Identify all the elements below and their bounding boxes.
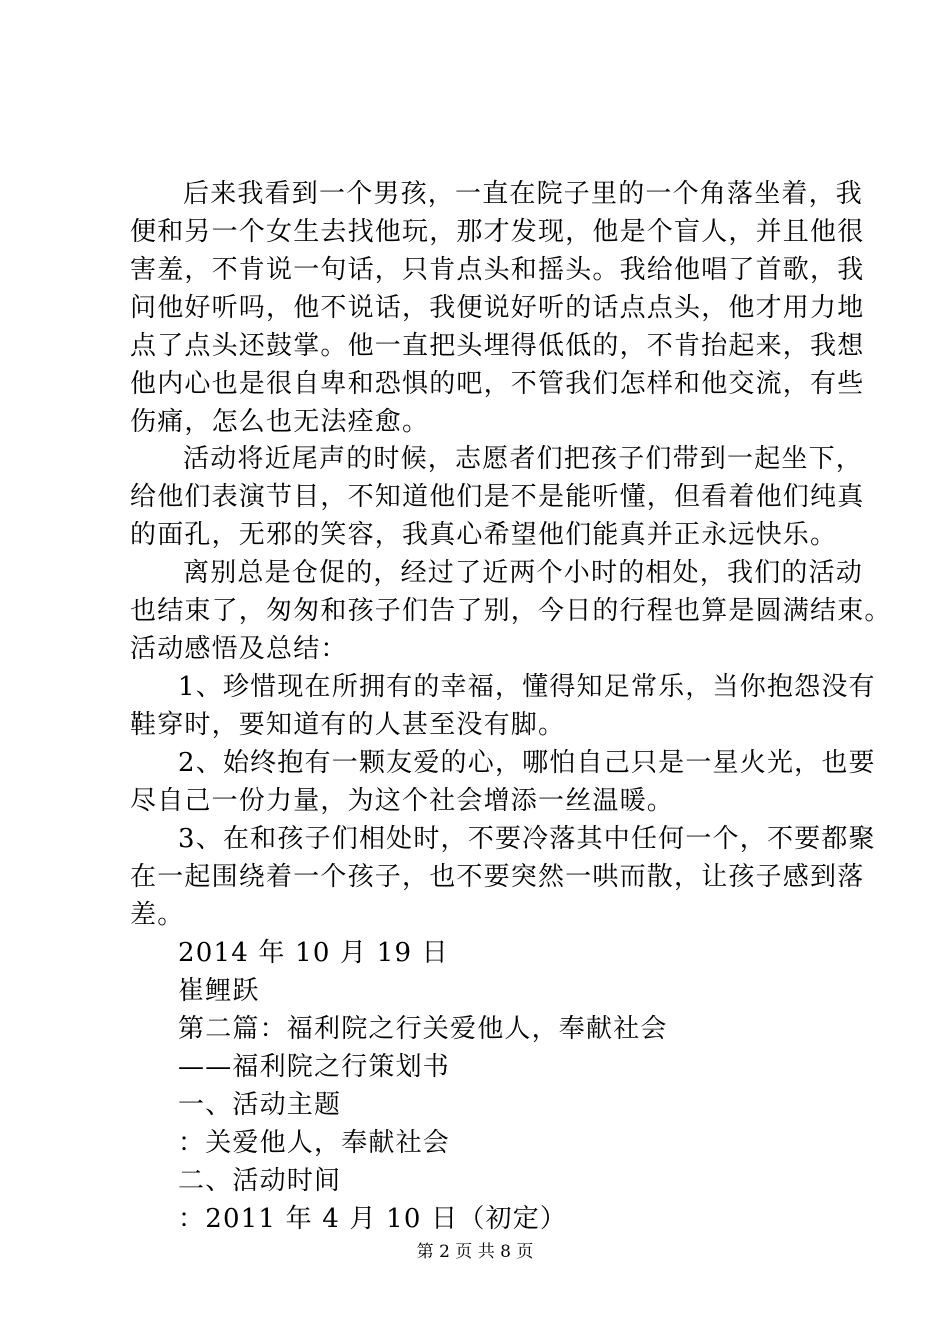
text-line: 问他好听吗，他不说话，我便说好听的话点点头，他才用力地: [130, 293, 865, 323]
text-line: 给他们表演节目，不知道他们是不是能听懂，但看着他们纯真: [130, 482, 865, 512]
author-line: 崔鲤跃: [178, 976, 260, 1006]
text-line: 他内心也是很自卑和恐惧的吧，不管我们怎样和他交流，有些: [130, 369, 865, 399]
text-line: 也结束了，匆匆和孩子们告了别，今日的行程也算是圆满结束。: [130, 596, 892, 626]
text-line: 点了点头还鼓掌。他一直把头埋得低低的，不肯抬起来，我想: [130, 331, 865, 361]
text-line: 活动感悟及总结：: [130, 634, 348, 664]
text-line: 一、活动主题: [178, 1090, 342, 1120]
text-line: 便和另一个女生去找他玩，那才发现，他是个盲人，并且他很: [130, 217, 865, 247]
section-title: 第二篇：福利院之行关爱他人，奉献社会: [178, 1014, 668, 1044]
text-line: 活动将近尾声的时候，志愿者们把孩子们带到一起坐下，: [183, 444, 864, 474]
page-number-footer: 第 2 页 共 8 页: [416, 1242, 534, 1262]
text-line: 二、活动时间: [178, 1166, 342, 1196]
text-line: ：2011 年 4 月 10 日（初定）: [178, 1204, 568, 1234]
text-line: 差。: [130, 900, 185, 930]
text-line: 鞋穿时，要知道有的人甚至没有脚。: [130, 710, 566, 740]
text-line: 的面孔，无邪的笑容，我真心希望他们能真并正永远快乐。: [130, 520, 838, 550]
text-line: 尽自己一份力量，为这个社会增添一丝温暖。: [130, 786, 675, 816]
text-line: 3、在和孩子们相处时，不要冷落其中任何一个，不要都聚: [178, 824, 876, 854]
text-line: 2、始终抱有一颗友爱的心，哪怕自己只是一星火光，也要: [178, 748, 876, 778]
section-subtitle: ——福利院之行策划书: [178, 1052, 451, 1082]
text-line: 后来我看到一个男孩，一直在院子里的一个角落坐着，我: [183, 179, 864, 209]
text-line: 害羞，不肯说一句话，只肯点头和摇头。我给他唱了首歌，我: [130, 255, 865, 285]
text-line: ：关爱他人，奉献社会: [178, 1128, 451, 1158]
text-line: 在一起围绕着一个孩子，也不要突然一哄而散，让孩子感到落: [130, 862, 865, 892]
date-line: 2014 年 10 月 19 日: [178, 938, 449, 968]
text-line: 伤痛，怎么也无法痊愈。: [130, 407, 430, 437]
text-line: 离别总是仓促的，经过了近两个小时的相处，我们的活动: [183, 558, 864, 588]
text-line: 1、珍惜现在所拥有的幸福，懂得知足常乐，当你抱怨没有: [178, 672, 876, 702]
